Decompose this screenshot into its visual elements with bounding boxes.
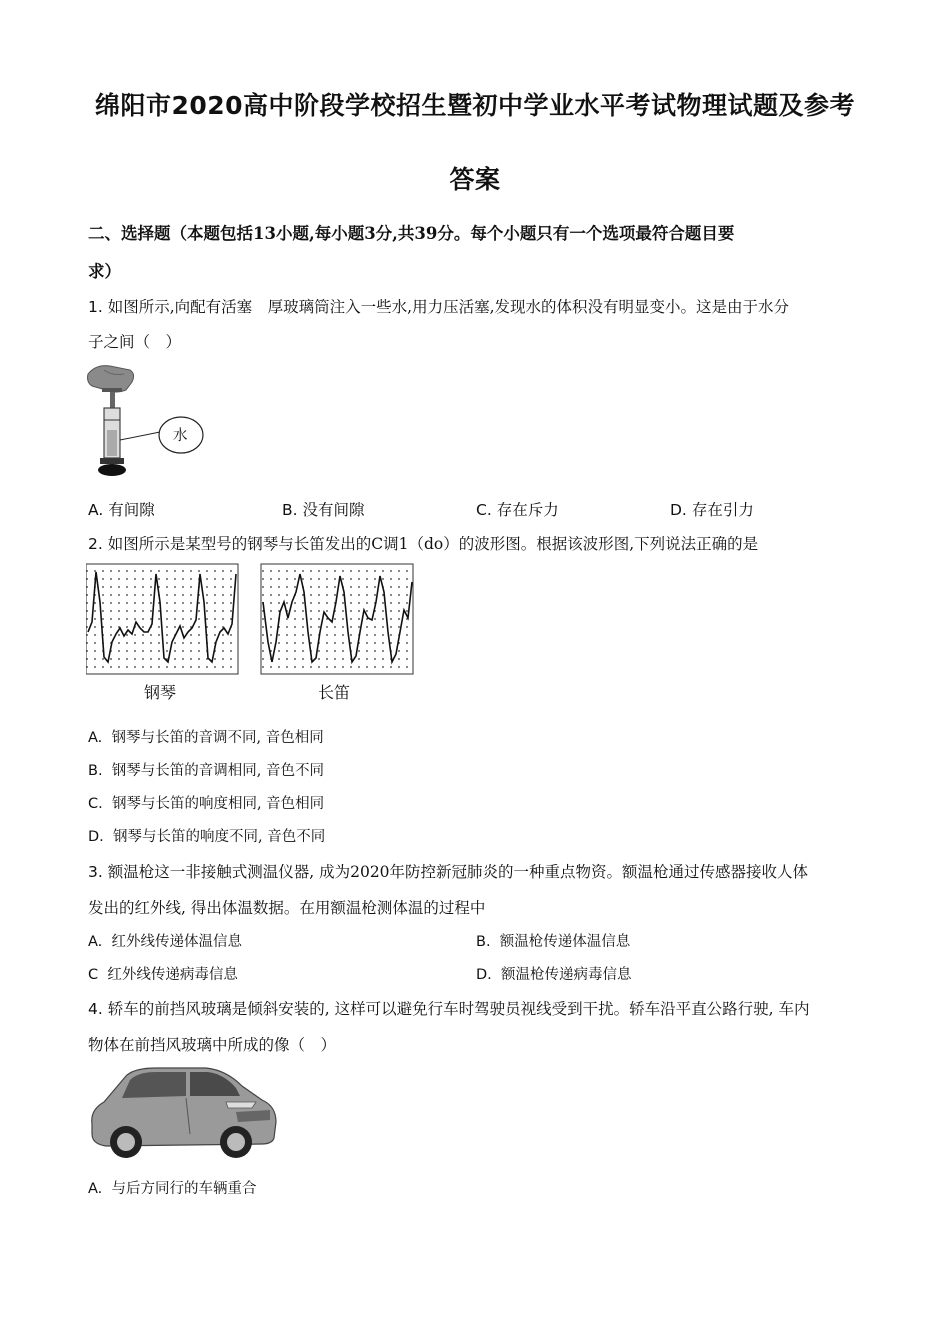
q2-option-d-text: 钢琴与长笛的响度不同, 音色不同	[113, 829, 326, 845]
q1-stem-1: 如图所示,向配有活塞 厚玻璃筒注入一些水,用力压活塞,发现水的体积没有明显变小。这是由于水分	[107, 298, 790, 316]
q4-stem-1: 轿车的前挡风玻璃是倾斜安装的, 这样可以避免行车时驾驶员视线受到干扰。轿车沿平直公路行驶, 车内	[107, 1000, 810, 1018]
q1-option-b-letter: B.	[282, 501, 298, 519]
q2-option-d-letter: D.	[88, 829, 104, 845]
q4-option-a	[88, 1177, 257, 1198]
q1-option-b-text: 没有间隙	[302, 501, 365, 519]
q1-option-d-text: 存在引力	[691, 501, 754, 519]
q1-option-a-text: 有间隙	[108, 501, 155, 519]
q2-option-c	[88, 792, 324, 813]
q1-text-line1	[88, 295, 789, 317]
page-title-line1: 绵阳市2020高中阶段学校招生暨初中学业水平考试物理试题及参考	[94, 91, 856, 120]
page-title-line2: 答案	[449, 165, 501, 194]
q4-option-a-text: 与后方同行的车辆重合	[111, 1181, 257, 1197]
q1-option-d-letter: D.	[670, 501, 687, 519]
q4-text-line1	[88, 997, 809, 1019]
wave-label-piano: 钢琴	[144, 683, 177, 702]
q1-option-c-letter: C.	[476, 501, 492, 519]
q3-option-d	[476, 963, 632, 984]
car-figure	[86, 1062, 280, 1162]
q2-option-a-text: 钢琴与长笛的音调不同, 音色相同	[111, 730, 324, 746]
q3-option-c-text: 红外线传递病毒信息	[107, 967, 238, 983]
q3-option-b-text: 额温枪传递体温信息	[499, 934, 631, 950]
q1-option-d	[670, 498, 754, 520]
q3-text-line1	[88, 860, 808, 882]
section-heading-line1: 二、选择题（本题包括13小题,每小题3分,共39分。每个小题只有一个选项最符合题目要	[88, 224, 735, 243]
section-heading-line2: 求）	[88, 262, 121, 281]
q2-option-a-letter: A.	[88, 730, 103, 746]
q1-text-line2: 子之间（ ）	[88, 333, 182, 351]
q3-option-d-text: 额温枪传递病毒信息	[501, 967, 632, 983]
wave-label-flute: 长笛	[318, 683, 351, 702]
q2-text-line	[88, 532, 758, 554]
q2-option-c-text: 钢琴与长笛的响度相同, 音色相同	[111, 796, 325, 812]
q3-number: 3.	[88, 863, 103, 881]
q1-option-b	[282, 498, 365, 520]
q3-option-c	[88, 963, 238, 984]
q2-option-b	[88, 759, 324, 780]
q2-stem: 如图所示是某型号的钢琴与长笛发出的C调1（do）的波形图。根据该波形图,下列说法正确的是	[107, 535, 759, 553]
q4-text-line2: 物体在前挡风玻璃中所成的像（ ）	[88, 1036, 337, 1054]
waveform-figure	[86, 562, 416, 678]
q2-option-a	[88, 726, 324, 747]
q3-option-d-letter: D.	[476, 967, 492, 983]
q1-option-c	[476, 498, 559, 520]
callout-water-label: 水	[173, 428, 188, 444]
q3-option-a-letter: A.	[88, 934, 103, 950]
q3-option-c-letter: C	[88, 967, 99, 983]
q3-option-a-text: 红外线传递体温信息	[111, 934, 242, 950]
q2-option-b-letter: B.	[88, 763, 103, 779]
q3-text-line2: 发出的红外线, 得出体温数据。在用额温枪测体温的过程中	[88, 899, 486, 917]
q1-option-a	[88, 498, 155, 520]
syringe-figure	[86, 360, 216, 485]
q3-option-b-letter: B.	[476, 934, 491, 950]
q4-number: 4.	[88, 1000, 103, 1018]
q1-option-a-letter: A.	[88, 501, 104, 519]
q1-number: 1.	[88, 298, 103, 316]
q3-option-b	[476, 930, 630, 951]
q3-stem-1: 额温枪这一非接触式测温仪器, 成为2020年防控新冠肺炎的一种重点物资。额温枪通过传感器接收人体	[107, 863, 809, 881]
q1-option-c-text: 存在斥力	[496, 501, 559, 519]
q2-option-c-letter: C.	[88, 796, 103, 812]
q4-option-a-letter: A.	[88, 1181, 103, 1197]
q3-option-a	[88, 930, 242, 951]
q2-option-b-text: 钢琴与长笛的音调相同, 音色不同	[111, 763, 324, 779]
q2-number: 2.	[88, 535, 103, 553]
q2-option-d	[88, 825, 325, 846]
